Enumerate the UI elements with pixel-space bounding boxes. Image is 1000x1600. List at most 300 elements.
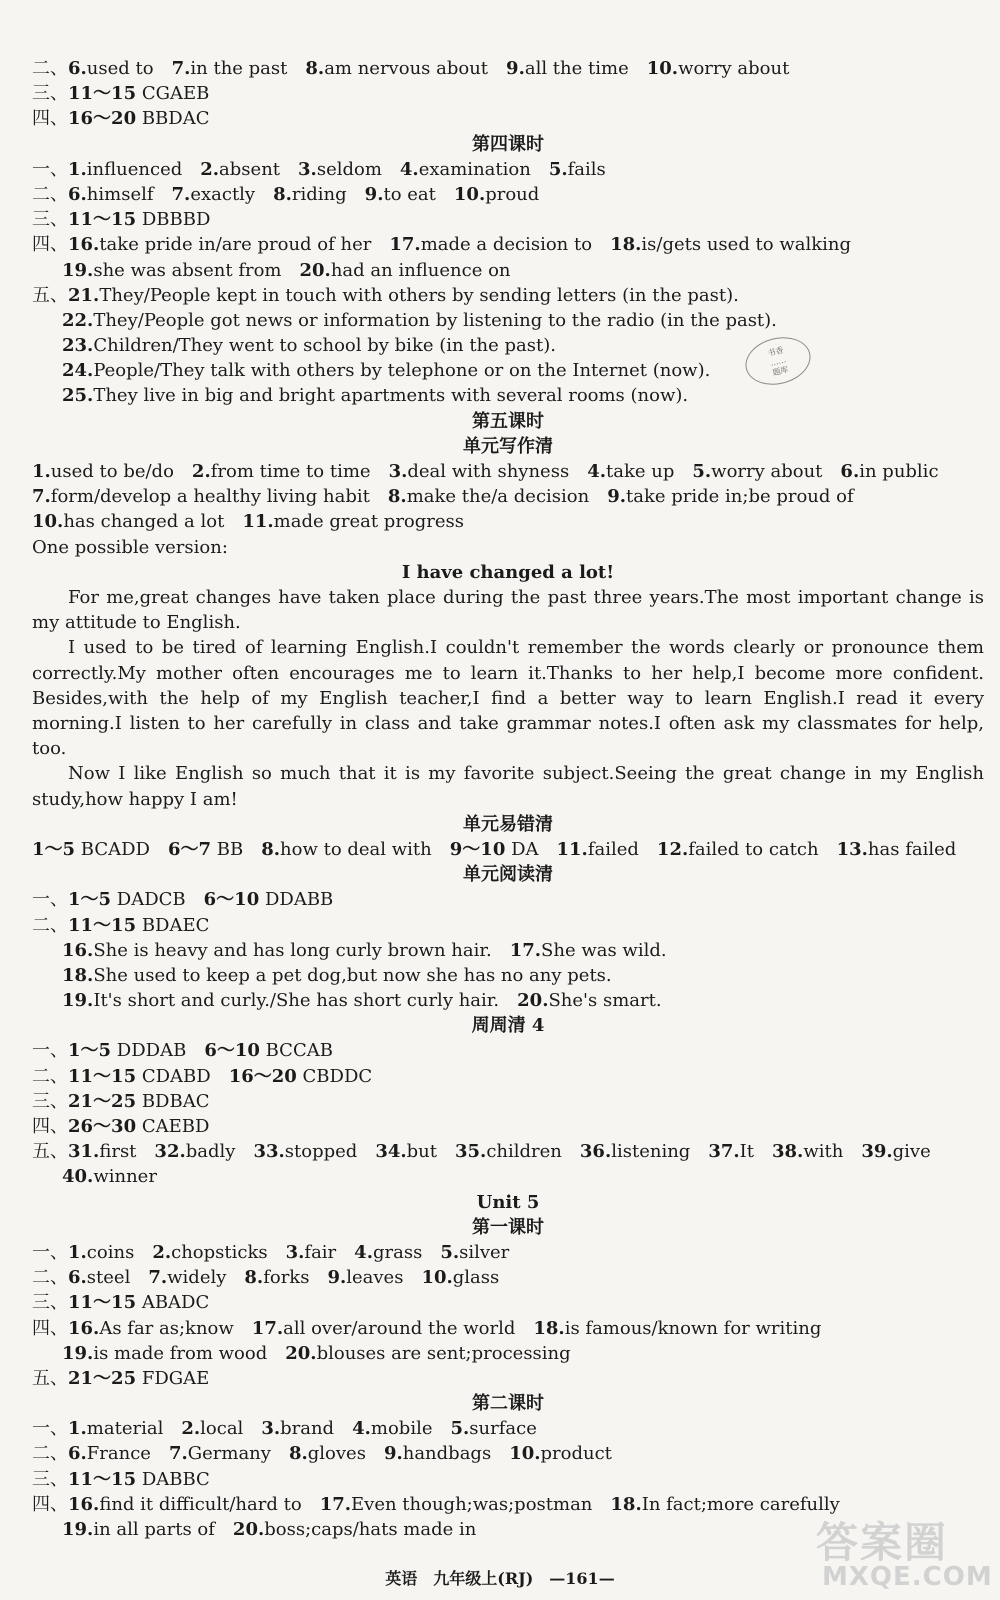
answer-item: [840, 459, 938, 484]
section-heading: 单元写作清: [463, 435, 553, 457]
answer-number: 6.: [840, 461, 860, 482]
answer-text: used to: [86, 58, 154, 79]
answer-line: [32, 963, 984, 988]
answer-text: fair: [304, 1241, 337, 1263]
answer-number: 24.: [62, 360, 94, 382]
answer-text: material: [86, 1418, 164, 1440]
answer-text: influenced: [86, 158, 183, 180]
answer-item: [300, 258, 511, 283]
answer-line: [32, 1341, 984, 1366]
answer-text: BBDAC: [136, 108, 210, 130]
section-prefix: 五、: [32, 1141, 68, 1163]
answer-text: She used to keep a pet dog,but now she has no any pets.: [93, 964, 612, 986]
answer-number: 9.: [607, 486, 626, 508]
answer-item: [610, 232, 851, 257]
answer-text: failed: [587, 838, 639, 860]
answer-number: 6.: [68, 58, 87, 79]
answer-number: 2.: [152, 1241, 172, 1263]
answer-number: 4.: [587, 461, 606, 482]
answer-item: [421, 1265, 499, 1290]
answer-item: [68, 1366, 209, 1391]
answer-number: 39.: [861, 1141, 893, 1163]
answer-text: BCCAB: [259, 1040, 333, 1062]
answer-text: CAEBD: [136, 1116, 210, 1138]
answer-text: It: [739, 1141, 754, 1163]
answer-number: 1～5: [68, 889, 112, 911]
answer-text: They/People kept in touch with others by sending letters (in the past).: [99, 284, 739, 306]
answer-number: 21～25: [68, 1090, 137, 1112]
answer-number: 6.: [68, 183, 87, 205]
answer-item: [68, 1441, 151, 1466]
section-heading: Unit 5: [476, 1191, 540, 1213]
answer-line: [32, 333, 984, 358]
answer-item: [62, 1341, 267, 1366]
answer-number: 11～15: [68, 1065, 137, 1087]
answer-item: [388, 484, 589, 509]
answer-text: BDAEC: [136, 914, 210, 936]
answer-text: CBDDC: [296, 1065, 373, 1087]
answer-item: [549, 157, 606, 182]
answer-item: [244, 1265, 309, 1290]
section-prefix: 三、: [32, 1292, 68, 1314]
answer-line: [32, 283, 984, 308]
section-heading: 单元易错清: [463, 813, 553, 835]
answer-number: 2.: [200, 158, 220, 180]
answer-item: [200, 157, 280, 182]
answer-number: 36.: [579, 1141, 612, 1163]
answer-text: grass: [372, 1241, 423, 1263]
answer-item: [352, 1416, 432, 1441]
answer-line: [32, 358, 984, 383]
essay-paragraph: For me,great changes have taken place during the past three years.The most important change is my attitude to English.: [32, 586, 984, 634]
answer-line: [32, 509, 984, 534]
answer-item: [62, 383, 688, 408]
answer-item: [68, 1290, 209, 1315]
answer-text: made a decision to: [420, 234, 593, 256]
answer-item: [62, 963, 612, 988]
answer-text: badly: [185, 1141, 236, 1163]
answer-item: [32, 484, 370, 509]
answer-item: [68, 1139, 136, 1164]
answer-item: [285, 1341, 570, 1366]
answer-text: had an influence on: [330, 259, 511, 281]
answer-text: proud: [485, 183, 540, 205]
answer-number: 19.: [62, 1342, 94, 1364]
watermark-url: MXQE.COM: [822, 1562, 993, 1592]
answer-text: give: [892, 1141, 931, 1163]
answer-number: 40.: [62, 1166, 94, 1188]
answer-text: DDDAB: [111, 1040, 187, 1062]
answer-number: 38.: [772, 1141, 804, 1163]
answer-number: 3.: [261, 1418, 281, 1440]
answer-number: 1.: [32, 461, 51, 482]
answer-line: [32, 1164, 984, 1189]
answer-text: in public: [859, 461, 939, 482]
answer-text: product: [540, 1443, 612, 1465]
answer-number: 11.: [242, 511, 274, 533]
answer-number: 8.: [244, 1267, 264, 1289]
stamp-line1: 书香: [766, 344, 785, 358]
answer-item: [273, 182, 347, 207]
answer-text: DADCB: [111, 889, 186, 911]
answer-item: [261, 1416, 334, 1441]
answer-item: [68, 1316, 234, 1341]
answer-item: [384, 1441, 491, 1466]
answer-item: [68, 1114, 209, 1139]
answer-line: [32, 1139, 984, 1164]
section-heading: 单元阅读清: [463, 864, 553, 886]
answer-number: 3.: [298, 158, 317, 180]
answer-number: 2.: [191, 461, 211, 482]
answer-number: 3.: [285, 1241, 305, 1263]
text-line: One possible version:: [32, 536, 228, 558]
answer-text: It's short and curly./She has short curly hair.: [93, 990, 500, 1012]
answer-number: 16～20: [68, 108, 137, 130]
answer-item: [68, 1467, 210, 1492]
answer-text: steel: [86, 1267, 131, 1289]
section-prefix: 五、: [32, 284, 68, 306]
answer-text: mobile: [370, 1418, 433, 1440]
answer-number: 6～10: [204, 1040, 260, 1062]
answer-number: 10.: [32, 511, 64, 533]
answer-text: all over/around the world: [283, 1317, 516, 1339]
answer-number: 11～15: [68, 914, 137, 936]
answer-number: 19.: [62, 990, 94, 1012]
answer-text: She's smart.: [548, 990, 662, 1012]
answer-item: [327, 1265, 403, 1290]
answer-number: 20.: [285, 1342, 317, 1364]
answer-text: DA: [505, 838, 539, 860]
answer-number: 6.: [68, 1267, 87, 1289]
answer-text: am nervous about: [324, 58, 489, 79]
answer-text: in all parts of: [93, 1519, 215, 1541]
answer-text: worry about: [711, 461, 823, 482]
answer-item: [657, 837, 819, 862]
answer-text: Children/They went to school by bike (in the past).: [93, 335, 556, 357]
answer-text: silver: [459, 1241, 510, 1263]
answer-item: [607, 484, 853, 509]
answer-text: all the time: [524, 58, 629, 79]
answer-line: [32, 837, 984, 862]
answer-text: In fact;more carefully: [641, 1493, 840, 1515]
answer-item: [506, 56, 629, 81]
answer-text: gloves: [307, 1443, 366, 1465]
answer-text: in the past: [190, 58, 288, 79]
answer-item: [837, 837, 957, 862]
answer-number: 1.: [68, 1418, 87, 1440]
answer-text: has failed: [867, 838, 957, 860]
answer-number: 11～15: [68, 209, 137, 231]
answer-item: [68, 106, 210, 131]
answer-item: [152, 1240, 267, 1265]
answer-item: [192, 459, 371, 484]
answer-item: [454, 182, 539, 207]
answer-text: is made from wood: [93, 1342, 268, 1364]
answer-number: 17.: [319, 1493, 352, 1515]
answer-item: [375, 1139, 437, 1164]
answer-number: 17.: [251, 1317, 284, 1339]
answer-number: 10.: [646, 58, 679, 79]
answer-text: is/gets used to walking: [641, 234, 852, 256]
answer-text: DABBC: [136, 1468, 210, 1490]
answer-item: [252, 1316, 516, 1341]
answer-line: [32, 81, 984, 106]
answer-number: 32.: [154, 1141, 186, 1163]
site-watermark: [812, 1510, 993, 1594]
section-prefix: 四、: [32, 234, 68, 256]
answer-text: As far as;know: [99, 1317, 234, 1339]
answer-text: Germany: [187, 1443, 271, 1465]
answer-item: [62, 988, 499, 1013]
answer-item: [354, 1240, 422, 1265]
answer-number: 34.: [375, 1141, 407, 1163]
answer-text: exactly: [190, 183, 256, 205]
answer-item: [229, 1064, 372, 1089]
answer-text: France: [86, 1443, 151, 1465]
answer-item: [68, 1492, 302, 1517]
answer-number: 19.: [62, 259, 94, 281]
stamp-line2: ……: [769, 354, 787, 368]
answer-text: she was absent from: [93, 259, 282, 281]
answer-item: [286, 1240, 337, 1265]
answer-number: 20.: [299, 259, 331, 281]
answer-item: [517, 988, 661, 1013]
answer-item: [204, 1038, 333, 1063]
answer-item: [68, 1089, 210, 1114]
essay-paragraph: Now I like English so much that it is my favorite subject.Seeing the great change in my English study,how happy I am!: [32, 763, 984, 810]
answer-text: seldom: [316, 158, 382, 180]
page-footer: 英语 九年级上(RJ) —161—: [385, 1569, 615, 1588]
answer-number: 10.: [421, 1267, 453, 1289]
answer-text: They/People got news or information by listening to the radio (in the past).: [93, 309, 777, 331]
answer-text: but: [406, 1141, 437, 1163]
answer-number: 8.: [305, 58, 325, 79]
answer-item: [298, 157, 382, 182]
answer-number: 16.: [68, 1317, 100, 1339]
answer-text: CGAEB: [136, 83, 210, 105]
answer-item: [233, 1517, 476, 1542]
answer-item: [32, 459, 174, 484]
answer-number: 8.: [288, 1443, 308, 1465]
answer-text: take pride in;be proud of: [626, 486, 854, 508]
answer-text: forks: [263, 1267, 310, 1289]
answer-number: 18.: [610, 1493, 642, 1515]
answer-line: [32, 232, 984, 257]
answer-text: form/develop a healthy living habit: [50, 486, 370, 508]
essay-paragraph: I used to be tired of learning English.I couldn't remember the words clearly or pronounce them correctly.My mother often encourages me to learn it.Thanks to her help,I become more confident. Besides,with the help of my English teacher,I find a better way to learn English.I read it every morning.I listen to her carefully in class and take grammar notes.I often ask my classmates for help, too.: [32, 637, 984, 760]
answer-number: 18.: [533, 1317, 565, 1339]
answer-text: glass: [452, 1267, 500, 1289]
section-heading: 第二课时: [472, 1393, 544, 1415]
answer-text: make the/a decision: [406, 486, 590, 508]
answer-item: [400, 157, 531, 182]
answer-item: [647, 56, 790, 81]
answer-number: 9～10: [449, 838, 506, 860]
answer-text: is famous/known for writing: [564, 1317, 822, 1339]
answer-line: [32, 1038, 984, 1063]
answer-text: FDGAE: [136, 1367, 210, 1389]
answer-number: 7.: [171, 183, 191, 205]
answer-item: [510, 938, 667, 963]
answer-item: [62, 258, 282, 283]
answer-line: [32, 308, 984, 333]
answer-number: 26～30: [68, 1116, 137, 1138]
answer-text: stopped: [284, 1141, 358, 1163]
answer-text: widely: [167, 1267, 227, 1289]
answer-number: 6～7: [167, 838, 212, 860]
answer-item: [68, 157, 182, 182]
answer-item: [450, 837, 539, 862]
answer-item: [68, 1064, 211, 1089]
answer-number: 17.: [509, 939, 542, 961]
answer-text: first: [99, 1141, 137, 1163]
answer-line: [32, 207, 984, 232]
answer-item: [62, 1164, 157, 1189]
answer-number: 19.: [62, 1519, 94, 1541]
answer-number: 22.: [62, 309, 94, 331]
answer-number: 9.: [383, 1443, 403, 1465]
answer-number: 31.: [68, 1141, 100, 1163]
answer-number: 9.: [327, 1267, 347, 1289]
answer-item: [389, 232, 592, 257]
answer-text: how to deal with: [280, 838, 432, 860]
section-heading: 第四课时: [472, 133, 544, 155]
section-prefix: 三、: [32, 209, 68, 231]
answer-number: 1～5: [68, 1040, 112, 1062]
answer-line: [32, 1114, 984, 1139]
answer-number: 35.: [455, 1141, 487, 1163]
answer-number: 20.: [517, 990, 549, 1012]
answer-item: [365, 182, 436, 207]
answer-line: [32, 1366, 984, 1391]
answer-line: [32, 258, 984, 283]
answer-item: [587, 459, 674, 484]
answer-text: Even though;was;postman: [351, 1493, 593, 1515]
answer-line: [32, 56, 984, 81]
section-prefix: 二、: [32, 183, 68, 205]
answer-number: 16.: [62, 939, 94, 961]
answer-text: brand: [280, 1418, 335, 1440]
answer-number: 5.: [440, 1241, 460, 1263]
answer-text: failed to catch: [688, 838, 819, 860]
answer-item: [68, 913, 209, 938]
answer-number: 16.: [68, 234, 100, 256]
answer-line: [32, 1265, 984, 1290]
answer-text: She was wild.: [541, 939, 667, 961]
answer-text: surface: [469, 1418, 537, 1440]
answer-text: handbags: [402, 1443, 492, 1465]
answer-text: leaves: [346, 1267, 404, 1289]
answer-text: boss;caps/hats made in: [264, 1519, 477, 1541]
answer-number: 8.: [273, 183, 292, 205]
answer-text: They live in big and bright apartments with several rooms (now).: [93, 385, 689, 407]
answer-line: [32, 887, 984, 912]
answer-item: [32, 837, 150, 862]
answer-line: [32, 1316, 984, 1341]
answer-item: [169, 1441, 271, 1466]
answer-item: [68, 1265, 130, 1290]
answer-number: 1.: [68, 158, 87, 180]
answer-item: [533, 1316, 821, 1341]
answer-item: [62, 1517, 215, 1542]
answer-number: 11.: [556, 838, 588, 860]
answer-number: 17.: [389, 234, 421, 256]
answer-number: 11～15: [68, 1292, 137, 1314]
answer-item: [450, 1416, 536, 1441]
section-prefix: 四、: [32, 1116, 68, 1138]
answer-item: [68, 887, 186, 912]
section-prefix: 三、: [32, 1468, 68, 1490]
section-prefix: 四、: [32, 108, 68, 130]
answer-number: 37.: [708, 1141, 740, 1163]
answer-item: [172, 182, 256, 207]
answer-text: winner: [93, 1166, 157, 1188]
answer-number: 13.: [836, 838, 868, 860]
answer-item: [32, 509, 224, 534]
answer-text: DDABB: [259, 889, 334, 911]
answer-number: 20.: [232, 1519, 265, 1541]
answer-line: [32, 913, 984, 938]
answer-text: ABADC: [136, 1292, 210, 1314]
answer-number: 23.: [62, 335, 94, 357]
watermark-logo-text: 答案圈: [816, 1518, 949, 1567]
answer-item: [708, 1139, 754, 1164]
section-prefix: 二、: [32, 1065, 68, 1087]
answer-text: blouses are sent;processing: [316, 1342, 571, 1364]
answer-item: [440, 1240, 509, 1265]
answer-number: 21～25: [68, 1367, 137, 1389]
answer-line: [32, 1089, 984, 1114]
answer-number: 7.: [148, 1267, 168, 1289]
answer-number: 10.: [453, 183, 486, 205]
answer-line: [32, 157, 984, 182]
answer-item: [62, 358, 710, 383]
answer-text: has changed a lot: [63, 511, 225, 533]
answer-text: find it difficult/hard to: [99, 1493, 302, 1515]
answer-item: [242, 509, 464, 534]
answer-item: [68, 207, 210, 232]
answer-item: [68, 81, 209, 106]
answer-text: examination: [418, 158, 531, 180]
answer-text: used to be/do: [50, 461, 174, 482]
answer-number: 11～15: [68, 83, 137, 105]
answer-number: 16～20: [228, 1065, 297, 1087]
answer-text: to eat: [383, 183, 436, 205]
section-prefix: 二、: [32, 58, 68, 79]
answer-text: made great progress: [273, 511, 465, 533]
answer-item: [62, 333, 556, 358]
answer-text: deal with shyness: [407, 461, 570, 482]
section-prefix: 一、: [32, 889, 68, 911]
answer-line: [32, 938, 984, 963]
answer-item: [509, 1441, 612, 1466]
answer-item: [68, 1240, 134, 1265]
answer-text: BDBAC: [136, 1090, 210, 1112]
answer-number: 5.: [548, 158, 568, 180]
answer-number: 8.: [261, 838, 281, 860]
answer-line: [32, 484, 984, 509]
section-prefix: 一、: [32, 1241, 68, 1263]
answer-item: [168, 837, 243, 862]
answer-document: [32, 56, 984, 1542]
answer-text: riding: [291, 183, 347, 205]
answer-text: from time to time: [210, 461, 371, 482]
answer-number: 1～5: [32, 838, 76, 860]
section-heading: 第五课时: [472, 410, 544, 432]
answer-number: 11～15: [68, 1468, 137, 1490]
answer-number: 4.: [399, 158, 419, 180]
answer-line: [32, 106, 984, 131]
